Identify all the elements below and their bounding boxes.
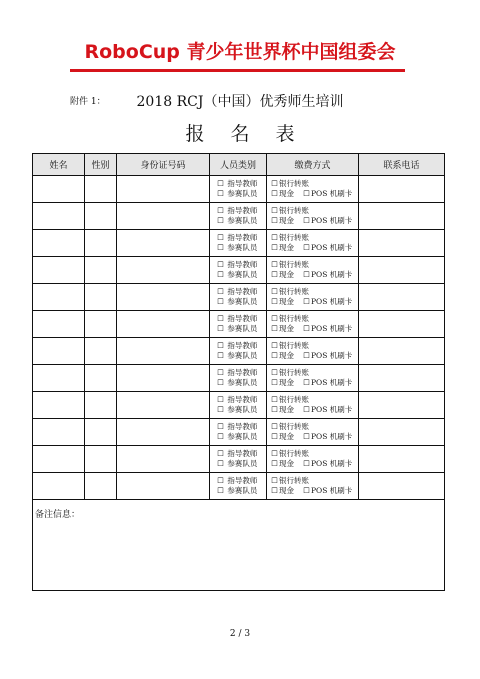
role-option-teacher xyxy=(216,368,266,378)
cell-payment xyxy=(267,338,359,365)
cell-gender[interactable] xyxy=(85,284,117,311)
cell-phone[interactable] xyxy=(359,176,445,203)
cell-name[interactable] xyxy=(33,257,85,284)
role-student-label: 参赛队员 xyxy=(227,405,258,414)
payment-bank-label: 银行转账 xyxy=(279,449,309,458)
role-student-label: 参赛队员 xyxy=(227,216,258,225)
payment-bank-label: 银行转账 xyxy=(279,233,309,242)
table-row xyxy=(33,473,445,500)
checkbox-cash[interactable]: ☐ xyxy=(271,216,278,225)
role-option-student xyxy=(216,378,266,388)
checkbox-student[interactable]: ☐ xyxy=(217,216,224,225)
payment-option-bank xyxy=(270,179,358,189)
payment-option-bank xyxy=(270,341,358,351)
role-teacher-label: 指导教师 xyxy=(227,314,258,323)
payment-bank-label: 银行转账 xyxy=(279,260,309,269)
cell-gender[interactable] xyxy=(85,338,117,365)
payment-cash-label: 现金 xyxy=(279,432,294,441)
payment-option-bank xyxy=(270,233,358,243)
cell-id-number[interactable] xyxy=(117,311,210,338)
cell-id-number[interactable] xyxy=(117,365,210,392)
role-teacher-label: 指导教师 xyxy=(227,206,258,215)
cell-role xyxy=(210,284,267,311)
cell-role xyxy=(210,446,267,473)
checkbox-pos[interactable]: ☐ xyxy=(303,189,310,198)
role-option-teacher xyxy=(216,422,266,432)
checkbox-bank-transfer[interactable]: ☐ xyxy=(271,368,278,377)
role-student-label: 参赛队员 xyxy=(227,297,258,306)
checkbox-cash[interactable]: ☐ xyxy=(271,324,278,333)
checkbox-student[interactable]: ☐ xyxy=(217,351,224,360)
role-student-label: 参赛队员 xyxy=(227,459,258,468)
checkbox-teacher[interactable]: ☐ xyxy=(217,179,224,188)
table-row xyxy=(33,338,445,365)
cell-role xyxy=(210,473,267,500)
cell-phone[interactable] xyxy=(359,365,445,392)
cell-id-number[interactable] xyxy=(117,176,210,203)
checkbox-bank-transfer[interactable]: ☐ xyxy=(271,179,278,188)
checkbox-student[interactable]: ☐ xyxy=(217,405,224,414)
cell-payment xyxy=(267,365,359,392)
cell-phone[interactable] xyxy=(359,473,445,500)
role-student-label: 参赛队员 xyxy=(227,189,258,198)
checkbox-teacher[interactable]: ☐ xyxy=(217,476,224,485)
role-teacher-label: 指导教师 xyxy=(227,395,258,404)
checkbox-pos[interactable]: ☐ xyxy=(303,216,310,225)
payment-bank-label: 银行转账 xyxy=(279,476,309,485)
checkbox-pos[interactable]: ☐ xyxy=(303,243,310,252)
role-option-teacher xyxy=(216,395,266,405)
role-option-teacher xyxy=(216,314,266,324)
role-student-label: 参赛队员 xyxy=(227,243,258,252)
payment-pos-label: POS 机刷卡 xyxy=(311,432,353,441)
cell-phone[interactable] xyxy=(359,311,445,338)
cell-id-number[interactable] xyxy=(117,473,210,500)
payment-option-cash-pos xyxy=(270,270,358,280)
role-option-student xyxy=(216,351,266,361)
role-student-label: 参赛队员 xyxy=(227,378,258,387)
attachment-label: 附件 1： xyxy=(70,97,106,107)
payment-pos-label: POS 机刷卡 xyxy=(311,486,353,495)
checkbox-pos[interactable]: ☐ xyxy=(303,432,310,441)
checkbox-bank-transfer[interactable]: ☐ xyxy=(271,395,278,404)
cell-name[interactable] xyxy=(33,284,85,311)
checkbox-pos[interactable]: ☐ xyxy=(303,297,310,306)
cell-gender[interactable] xyxy=(85,365,117,392)
role-option-teacher xyxy=(216,476,266,486)
payment-cash-label: 现金 xyxy=(279,378,294,387)
payment-bank-label: 银行转账 xyxy=(279,341,309,350)
table-row xyxy=(33,446,445,473)
checkbox-bank-transfer[interactable]: ☐ xyxy=(271,233,278,242)
role-teacher-label: 指导教师 xyxy=(227,341,258,350)
checkbox-teacher[interactable]: ☐ xyxy=(217,260,224,269)
cell-role xyxy=(210,257,267,284)
cell-id-number[interactable] xyxy=(117,203,210,230)
payment-option-bank xyxy=(270,422,358,432)
checkbox-student[interactable]: ☐ xyxy=(217,459,224,468)
payment-pos-label: POS 机刷卡 xyxy=(311,189,353,198)
payment-cash-label: 现金 xyxy=(279,189,294,198)
checkbox-cash[interactable]: ☐ xyxy=(271,270,278,279)
notes-cell[interactable] xyxy=(33,500,445,591)
payment-pos-label: POS 机刷卡 xyxy=(311,405,353,414)
checkbox-bank-transfer[interactable]: ☐ xyxy=(271,476,278,485)
page-number: 2 / 3 xyxy=(229,629,251,639)
cell-name[interactable] xyxy=(33,176,85,203)
role-teacher-label: 指导教师 xyxy=(227,368,258,377)
payment-pos-label: POS 机刷卡 xyxy=(311,324,353,333)
payment-option-cash-pos xyxy=(270,324,358,334)
payment-bank-label: 银行转账 xyxy=(279,206,309,215)
role-student-label: 参赛队员 xyxy=(227,324,258,333)
payment-option-cash-pos xyxy=(270,405,358,415)
table-row xyxy=(33,284,445,311)
table-row xyxy=(33,419,445,446)
cell-payment xyxy=(267,446,359,473)
checkbox-teacher[interactable]: ☐ xyxy=(217,206,224,215)
role-option-student xyxy=(216,243,266,253)
checkbox-teacher[interactable]: ☐ xyxy=(217,449,224,458)
cell-gender[interactable] xyxy=(85,446,117,473)
role-teacher-label: 指导教师 xyxy=(227,233,258,242)
payment-cash-label: 现金 xyxy=(279,297,294,306)
cell-name[interactable] xyxy=(33,365,85,392)
cell-id-number[interactable] xyxy=(117,284,210,311)
cell-payment xyxy=(267,230,359,257)
role-option-teacher xyxy=(216,179,266,189)
payment-cash-label: 现金 xyxy=(279,270,294,279)
payment-bank-label: 银行转账 xyxy=(279,314,309,323)
cell-id-number[interactable] xyxy=(117,419,210,446)
checkbox-bank-transfer[interactable]: ☐ xyxy=(271,287,278,296)
payment-pos-label: POS 机刷卡 xyxy=(311,297,353,306)
checkbox-teacher[interactable]: ☐ xyxy=(217,368,224,377)
cell-role xyxy=(210,338,267,365)
cell-payment xyxy=(267,284,359,311)
checkbox-student[interactable]: ☐ xyxy=(217,324,224,333)
role-option-student xyxy=(216,432,266,442)
payment-option-cash-pos xyxy=(270,216,358,226)
payment-cash-label: 现金 xyxy=(279,459,294,468)
checkbox-pos[interactable]: ☐ xyxy=(303,486,310,495)
cell-payment xyxy=(267,176,359,203)
checkbox-cash[interactable]: ☐ xyxy=(271,351,278,360)
checkbox-bank-transfer[interactable]: ☐ xyxy=(271,314,278,323)
checkbox-student[interactable]: ☐ xyxy=(217,486,224,495)
payment-option-cash-pos xyxy=(270,432,358,442)
table-header-row xyxy=(33,154,445,176)
header-divider xyxy=(70,69,405,72)
checkbox-pos[interactable]: ☐ xyxy=(303,459,310,468)
payment-option-cash-pos xyxy=(270,459,358,469)
cell-phone[interactable] xyxy=(359,203,445,230)
cell-gender[interactable] xyxy=(85,203,117,230)
organizer-title: RoboCup 青少年世界杯中国组委会 xyxy=(84,41,396,63)
checkbox-pos[interactable]: ☐ xyxy=(303,351,310,360)
payment-pos-label: POS 机刷卡 xyxy=(311,351,353,360)
cell-id-number[interactable] xyxy=(117,338,210,365)
cell-role xyxy=(210,365,267,392)
role-option-teacher xyxy=(216,260,266,270)
role-option-teacher xyxy=(216,341,266,351)
cell-id-number[interactable] xyxy=(117,230,210,257)
payment-cash-label: 现金 xyxy=(279,216,294,225)
cell-gender[interactable] xyxy=(85,230,117,257)
payment-bank-label: 银行转账 xyxy=(279,179,309,188)
role-option-student xyxy=(216,216,266,226)
checkbox-cash[interactable]: ☐ xyxy=(271,486,278,495)
table-row xyxy=(33,203,445,230)
cell-role xyxy=(210,392,267,419)
checkbox-cash[interactable]: ☐ xyxy=(271,432,278,441)
checkbox-cash[interactable]: ☐ xyxy=(271,378,278,387)
payment-option-bank xyxy=(270,206,358,216)
payment-pos-label: POS 机刷卡 xyxy=(311,270,353,279)
cell-id-number[interactable] xyxy=(117,392,210,419)
role-student-label: 参赛队员 xyxy=(227,432,258,441)
role-option-teacher xyxy=(216,233,266,243)
cell-name[interactable] xyxy=(33,392,85,419)
role-option-student xyxy=(216,270,266,280)
role-option-student xyxy=(216,189,266,199)
payment-cash-label: 现金 xyxy=(279,351,294,360)
checkbox-teacher[interactable]: ☐ xyxy=(217,233,224,242)
payment-option-bank xyxy=(270,287,358,297)
checkbox-bank-transfer[interactable]: ☐ xyxy=(271,260,278,269)
payment-pos-label: POS 机刷卡 xyxy=(311,243,353,252)
payment-option-bank xyxy=(270,449,358,459)
cell-phone[interactable] xyxy=(359,257,445,284)
table-row xyxy=(33,257,445,284)
cell-phone[interactable] xyxy=(359,419,445,446)
checkbox-teacher[interactable]: ☐ xyxy=(217,314,224,323)
payment-option-bank xyxy=(270,260,358,270)
checkbox-bank-transfer[interactable]: ☐ xyxy=(271,206,278,215)
cell-role xyxy=(210,230,267,257)
payment-option-cash-pos xyxy=(270,378,358,388)
role-teacher-label: 指导教师 xyxy=(227,287,258,296)
checkbox-teacher[interactable]: ☐ xyxy=(217,341,224,350)
checkbox-bank-transfer[interactable]: ☐ xyxy=(271,449,278,458)
payment-cash-label: 现金 xyxy=(279,324,294,333)
cell-gender[interactable] xyxy=(85,419,117,446)
payment-option-bank xyxy=(270,368,358,378)
checkbox-cash[interactable]: ☐ xyxy=(271,243,278,252)
payment-cash-label: 现金 xyxy=(279,243,294,252)
table-row xyxy=(33,230,445,257)
checkbox-cash[interactable]: ☐ xyxy=(271,459,278,468)
role-teacher-label: 指导教师 xyxy=(227,179,258,188)
cell-phone[interactable] xyxy=(359,392,445,419)
form-title: 报 名 表 xyxy=(185,123,305,145)
cell-role xyxy=(210,176,267,203)
document-title: 2018 RCJ（中国）优秀师生培训 xyxy=(136,94,344,110)
checkbox-student[interactable]: ☐ xyxy=(217,243,224,252)
table-row xyxy=(33,365,445,392)
checkbox-teacher[interactable]: ☐ xyxy=(217,395,224,404)
checkbox-pos[interactable]: ☐ xyxy=(303,405,310,414)
cell-name[interactable] xyxy=(33,230,85,257)
cell-payment xyxy=(267,203,359,230)
table-row xyxy=(33,311,445,338)
payment-option-cash-pos xyxy=(270,486,358,496)
payment-option-cash-pos xyxy=(270,189,358,199)
cell-phone[interactable] xyxy=(359,284,445,311)
checkbox-student[interactable]: ☐ xyxy=(217,297,224,306)
notes-row xyxy=(33,500,445,591)
role-option-student xyxy=(216,297,266,307)
checkbox-student[interactable]: ☐ xyxy=(217,189,224,198)
role-option-student xyxy=(216,486,266,496)
payment-pos-label: POS 机刷卡 xyxy=(311,378,353,387)
role-teacher-label: 指导教师 xyxy=(227,476,258,485)
cell-payment xyxy=(267,419,359,446)
role-student-label: 参赛队员 xyxy=(227,270,258,279)
cell-role xyxy=(210,203,267,230)
cell-phone[interactable] xyxy=(359,338,445,365)
cell-gender[interactable] xyxy=(85,257,117,284)
payment-bank-label: 银行转账 xyxy=(279,287,309,296)
checkbox-teacher[interactable]: ☐ xyxy=(217,422,224,431)
checkbox-cash[interactable]: ☐ xyxy=(271,297,278,306)
checkbox-bank-transfer[interactable]: ☐ xyxy=(271,341,278,350)
role-option-teacher xyxy=(216,206,266,216)
payment-bank-label: 银行转账 xyxy=(279,422,309,431)
cell-payment xyxy=(267,473,359,500)
cell-name[interactable] xyxy=(33,338,85,365)
role-option-student xyxy=(216,324,266,334)
registration-table xyxy=(32,153,445,591)
payment-option-bank xyxy=(270,395,358,405)
payment-option-bank xyxy=(270,314,358,324)
checkbox-cash[interactable]: ☐ xyxy=(271,405,278,414)
checkbox-student[interactable]: ☐ xyxy=(217,270,224,279)
cell-name[interactable] xyxy=(33,419,85,446)
cell-payment xyxy=(267,311,359,338)
role-option-teacher xyxy=(216,449,266,459)
checkbox-bank-transfer[interactable]: ☐ xyxy=(271,422,278,431)
header-payment: 缴费方式 xyxy=(267,154,359,176)
checkbox-cash[interactable]: ☐ xyxy=(271,189,278,198)
role-teacher-label: 指导教师 xyxy=(227,449,258,458)
cell-role xyxy=(210,311,267,338)
cell-id-number[interactable] xyxy=(117,446,210,473)
cell-name[interactable] xyxy=(33,311,85,338)
payment-cash-label: 现金 xyxy=(279,486,294,495)
payment-pos-label: POS 机刷卡 xyxy=(311,216,353,225)
payment-option-bank xyxy=(270,476,358,486)
checkbox-pos[interactable]: ☐ xyxy=(303,324,310,333)
cell-name[interactable] xyxy=(33,473,85,500)
notes-label: 备注信息： xyxy=(35,510,81,520)
payment-bank-label: 银行转账 xyxy=(279,368,309,377)
payment-pos-label: POS 机刷卡 xyxy=(311,459,353,468)
cell-phone[interactable] xyxy=(359,230,445,257)
checkbox-student[interactable]: ☐ xyxy=(217,432,224,441)
header-phone: 联系电话 xyxy=(359,154,445,176)
cell-phone[interactable] xyxy=(359,446,445,473)
checkbox-teacher[interactable]: ☐ xyxy=(217,287,224,296)
cell-gender[interactable] xyxy=(85,473,117,500)
header-id-number: 身份证号码 xyxy=(117,154,210,176)
role-student-label: 参赛队员 xyxy=(227,486,258,495)
cell-name[interactable] xyxy=(33,203,85,230)
payment-cash-label: 现金 xyxy=(279,405,294,414)
payment-option-cash-pos xyxy=(270,297,358,307)
cell-id-number[interactable] xyxy=(117,257,210,284)
cell-gender[interactable] xyxy=(85,392,117,419)
payment-option-cash-pos xyxy=(270,351,358,361)
checkbox-student[interactable]: ☐ xyxy=(217,378,224,387)
payment-option-cash-pos xyxy=(270,243,358,253)
checkbox-pos[interactable]: ☐ xyxy=(303,270,310,279)
role-option-teacher xyxy=(216,287,266,297)
role-teacher-label: 指导教师 xyxy=(227,422,258,431)
table-row xyxy=(33,392,445,419)
role-option-student xyxy=(216,459,266,469)
header-gender: 性别 xyxy=(85,154,117,176)
checkbox-pos[interactable]: ☐ xyxy=(303,378,310,387)
role-student-label: 参赛队员 xyxy=(227,351,258,360)
cell-gender[interactable] xyxy=(85,176,117,203)
role-teacher-label: 指导教师 xyxy=(227,260,258,269)
header-role: 人员类别 xyxy=(210,154,267,176)
cell-payment xyxy=(267,392,359,419)
cell-name[interactable] xyxy=(33,446,85,473)
table-row xyxy=(33,176,445,203)
role-option-student xyxy=(216,405,266,415)
cell-gender[interactable] xyxy=(85,311,117,338)
payment-bank-label: 银行转账 xyxy=(279,395,309,404)
header-name: 姓名 xyxy=(33,154,85,176)
cell-role xyxy=(210,419,267,446)
cell-payment xyxy=(267,257,359,284)
